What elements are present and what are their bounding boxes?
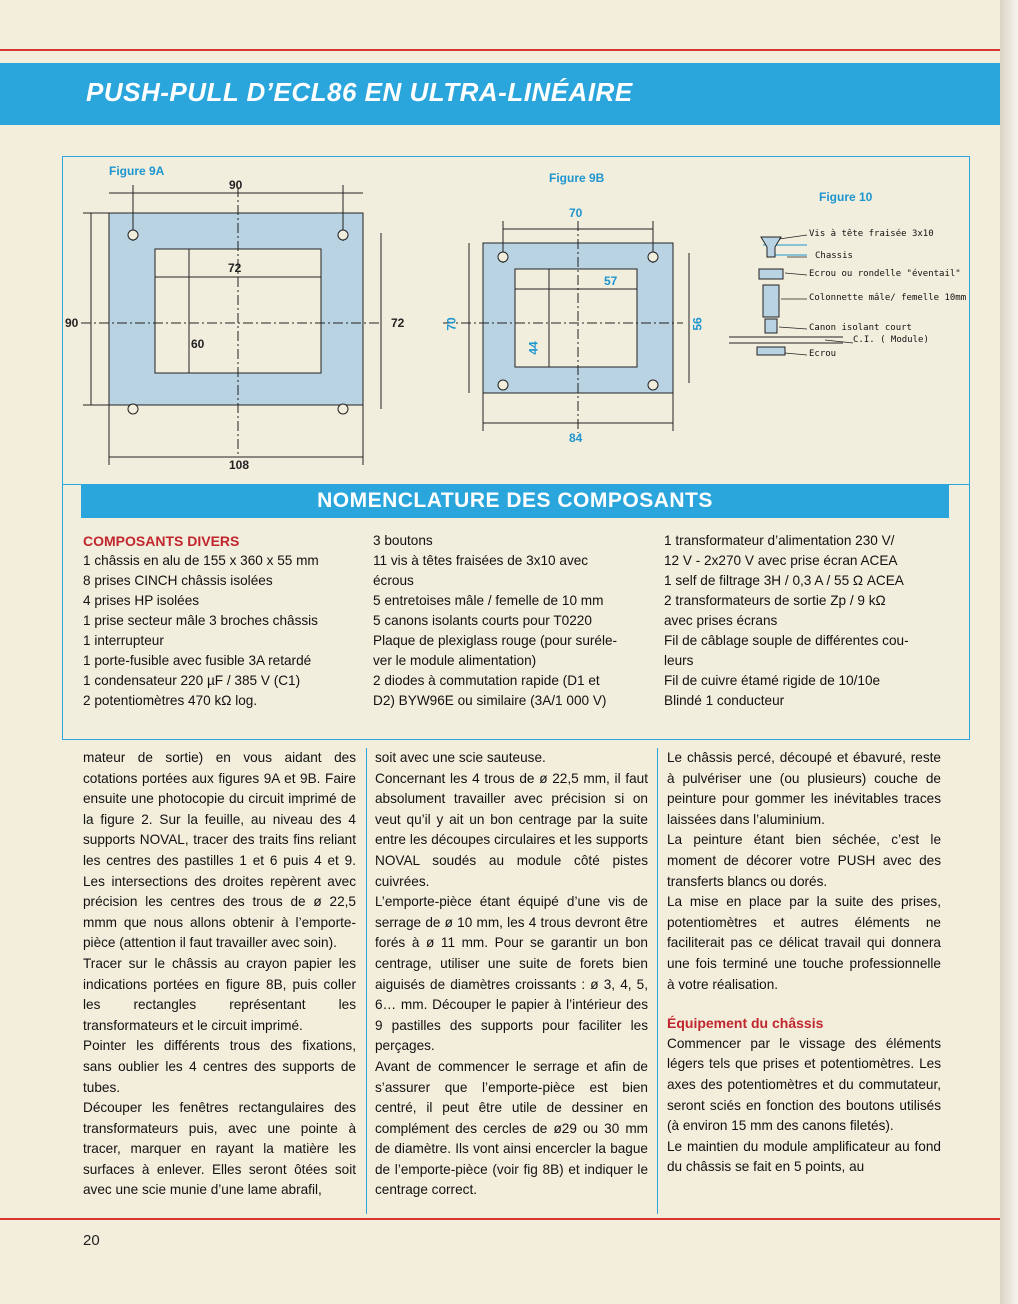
- paragraph: Le châssis percé, découpé et ébavuré, reste à pulvériser une (ou plusieurs) couche de peinture pour gommer les inévitables traces laissées dans l’aluminium.: [667, 750, 941, 827]
- list-item: ver le module alimentation): [373, 653, 537, 668]
- list-item: avec prises écrans: [664, 613, 778, 628]
- nomenclature-col-3: [664, 531, 954, 711]
- column-divider: [657, 748, 658, 1214]
- nomenclature-col-2: [373, 531, 649, 711]
- fig10-part-standoff: Colonnette mâle/ femelle 10mm: [809, 293, 967, 303]
- fig9a-dim-left: 90: [65, 316, 79, 330]
- paragraph: La mise en place par la suite des prises, potentiomètres et autres éléments ne faciliterait pas ce délicat travail qui donnera une fois terminé une touche professionnelle à votre réalisation.: [667, 894, 941, 992]
- nomenclature-col-1: [83, 531, 361, 711]
- page-edge: [1000, 0, 1018, 1304]
- list-item: 1 châssis en alu de 155 x 360 x 55 mm: [83, 553, 319, 568]
- fig10-bottom-nut: [757, 347, 785, 355]
- fig10-part-module: C.I. ( Module): [853, 335, 929, 345]
- fig9a-dim-bottom: 108: [229, 458, 250, 472]
- fig10-screw: [761, 237, 781, 257]
- list-item: 11 vis à têtes fraisées de 3x10 avec: [373, 553, 589, 568]
- fig9a-dim-inner-width: 72: [228, 261, 242, 275]
- list-item: 3 boutons: [373, 533, 433, 548]
- list-item: 4 prises HP isolées: [83, 593, 200, 608]
- nomenclature-header: [81, 485, 949, 518]
- list-item: 1 self de filtrage 3H / 0,3 A / 55 Ω ACEA: [664, 573, 904, 588]
- body-column-1: [83, 748, 356, 1201]
- list-item: 8 prises CINCH châssis isolées: [83, 573, 273, 588]
- fig9a-dim-right: 72: [391, 316, 405, 330]
- list-item: 2 potentiomètres 470 kΩ log.: [83, 693, 258, 708]
- column-divider: [366, 748, 367, 1214]
- list-item: 12 V - 2x270 V avec prise écran ACEA: [664, 553, 898, 568]
- figures-drawing: [63, 157, 969, 485]
- list-item: 1 porte-fusible avec fusible 3A retardé: [83, 653, 312, 668]
- fig9b-dim-bottom: 84: [569, 431, 583, 445]
- paragraph: L’emporte-pièce étant équipé d’une vis de serrage de ø 10 mm, les 4 trous devront être forés à ø 11 mm. Pour se garantir un bon centrage, utiliser une suite de forets bien aiguisés de diamètres croissants : ø 3, 4, 5, 6… mm. Découper le papier à l’intérieur des 9 pastilles des supports pour faciliter les perçages.: [375, 894, 648, 1054]
- fig9b-dim-right: 56: [690, 317, 705, 331]
- fig9a-dim-top: 90: [229, 178, 243, 192]
- fig10-standoff: [763, 285, 779, 317]
- paragraph: soit avec une scie sauteuse.: [375, 750, 546, 765]
- fig10-part-washer: Ecrou ou rondelle "éventail": [809, 269, 961, 279]
- fig9b-dim-inner-width: 57: [604, 274, 618, 288]
- paragraph: Avant de commencer le serrage et afin de s’assurer que l’emporte-pièce est bien centré, il peut être utile de dessiner en complément des cercles de ø29 ou 30 mm de diamètre. Ils vont ainsi encercler la bague de l’emporte-pièce (voir fig 8B) et indiquer le centrage correct.: [375, 1058, 648, 1198]
- list-item: 1 interrupteur: [83, 633, 164, 648]
- page-title: PUSH-PULL D’ECL86 EN ULTRA-LINÉAIRE: [86, 77, 633, 107]
- list-item: 2 transformateurs de sortie Zp / 9 kΩ: [664, 593, 886, 608]
- bottom-rule: [0, 1218, 1018, 1220]
- fig10-part-nut: Ecrou: [809, 349, 837, 359]
- paragraph: Tracer sur le châssis au crayon papier les indications portées en figure 8B, puis coller les rectangles représentant les transformateurs et le circuit imprimé.: [83, 955, 356, 1033]
- fig10-part-chassis: Chassis: [815, 251, 853, 261]
- body-column-2: [375, 748, 648, 1201]
- list-item: 5 entretoises mâle / femelle de 10 mm: [373, 593, 604, 608]
- nomenclature-col1-head: COMPOSANTS DIVERS: [83, 533, 240, 549]
- fig10-nut: [759, 269, 783, 279]
- paragraph: La peinture étant bien séchée, c’est le moment de décorer votre PUSH avec des transferts blancs ou dorés.: [667, 832, 941, 889]
- list-item: Fil de cuivre étamé rigide de 10/10e: [664, 673, 881, 688]
- paragraph: Commencer par le vissage des éléments légers tels que prises et potentiomètres. Les axes des potentiomètres et du commutateur, seront sciés en fonction des boutons utilisés (à environ 15 mm des canons filetés).: [667, 1035, 941, 1134]
- list-item: Plaque de plexiglass rouge (pour suréle-: [373, 633, 618, 648]
- fig9b-dim-top: 70: [569, 206, 583, 220]
- section-heading: Équipement du châssis: [667, 1015, 824, 1032]
- fig9b-dim-inner-height: 44: [526, 341, 541, 355]
- fig9a-dim-inner-height: 60: [191, 337, 205, 351]
- top-rule: [0, 49, 1018, 51]
- list-item: D2) BYW96E ou similaire (3A/1 000 V): [373, 693, 607, 708]
- list-item: 1 transformateur d’alimentation 230 V/: [664, 533, 895, 548]
- list-item: leurs: [664, 653, 694, 668]
- list-item: 2 diodes à commutation rapide (D1 et: [373, 673, 600, 688]
- paragraph: Pointer les différents trous des fixations, sans oublier les 4 centres des supports de tubes.: [83, 1038, 356, 1095]
- nomenclature-title: NOMENCLATURE DES COMPOSANTS: [317, 489, 713, 512]
- page-number: 20: [83, 1232, 100, 1249]
- list-item: 1 condensateur 220 µF / 385 V (C1): [83, 673, 301, 688]
- fig10-part-screw: Vis à tête fraisée 3x10: [809, 229, 934, 239]
- list-item: écrous: [373, 573, 414, 588]
- fig9b-label: Figure 9B: [549, 171, 605, 185]
- nomenclature-panel: [62, 484, 970, 740]
- fig10-insulator: [765, 319, 777, 333]
- body-column-3: [667, 748, 941, 1178]
- paragraph: mateur de sortie) en vous aidant des cotations portées aux figures 9A et 9B. Faire ensuite une photocopie du circuit imprimé de la figure 2. Sur la feuille, au niveau des 4 supports NOVAL, tracer des traits fins reliant les centres des pastilles 1 et 6 puis 4 et 9. Les intersections des droites repèrent avec précision les centres des trous de ø 22,5 mmm que nous allons obtenir à l’emporte-pièce (attention il faut travailler avec soin).: [83, 750, 356, 951]
- title-banner: [0, 63, 1000, 125]
- fig9a-label: Figure 9A: [109, 164, 165, 178]
- fig9b-dim-left: 70: [444, 317, 459, 331]
- list-item: 1 prise secteur mâle 3 broches châssis: [83, 613, 318, 628]
- list-item: Blindé 1 conducteur: [664, 693, 785, 708]
- figures-panel: [62, 156, 970, 486]
- paragraph: Concernant les 4 trous de ø 22,5 mm, il faut absolument travailler avec précision si on veut qu’il y ait un bon centrage par la suite entre les découpes circulaires et les supports NOVAL soudés au module côté pistes cuivrées.: [375, 770, 648, 889]
- paragraph: Le maintien du module amplificateur au fond du châssis se fait en 5 points, au: [667, 1138, 941, 1175]
- fig10-label: Figure 10: [819, 190, 873, 204]
- list-item: Fil de câblage souple de différentes cou-: [664, 633, 909, 648]
- paragraph: Découper les fenêtres rectangulaires des transformateurs puis, avec une pointe à tracer, marquer en rayant la matière les surfaces à enlever. Elles seront ôtées soit avec une scie munie d’une lame abrafil,: [83, 1100, 356, 1198]
- list-item: 5 canons isolants courts pour T0220: [373, 613, 592, 628]
- fig10-part-insulator: Canon isolant court: [809, 323, 912, 333]
